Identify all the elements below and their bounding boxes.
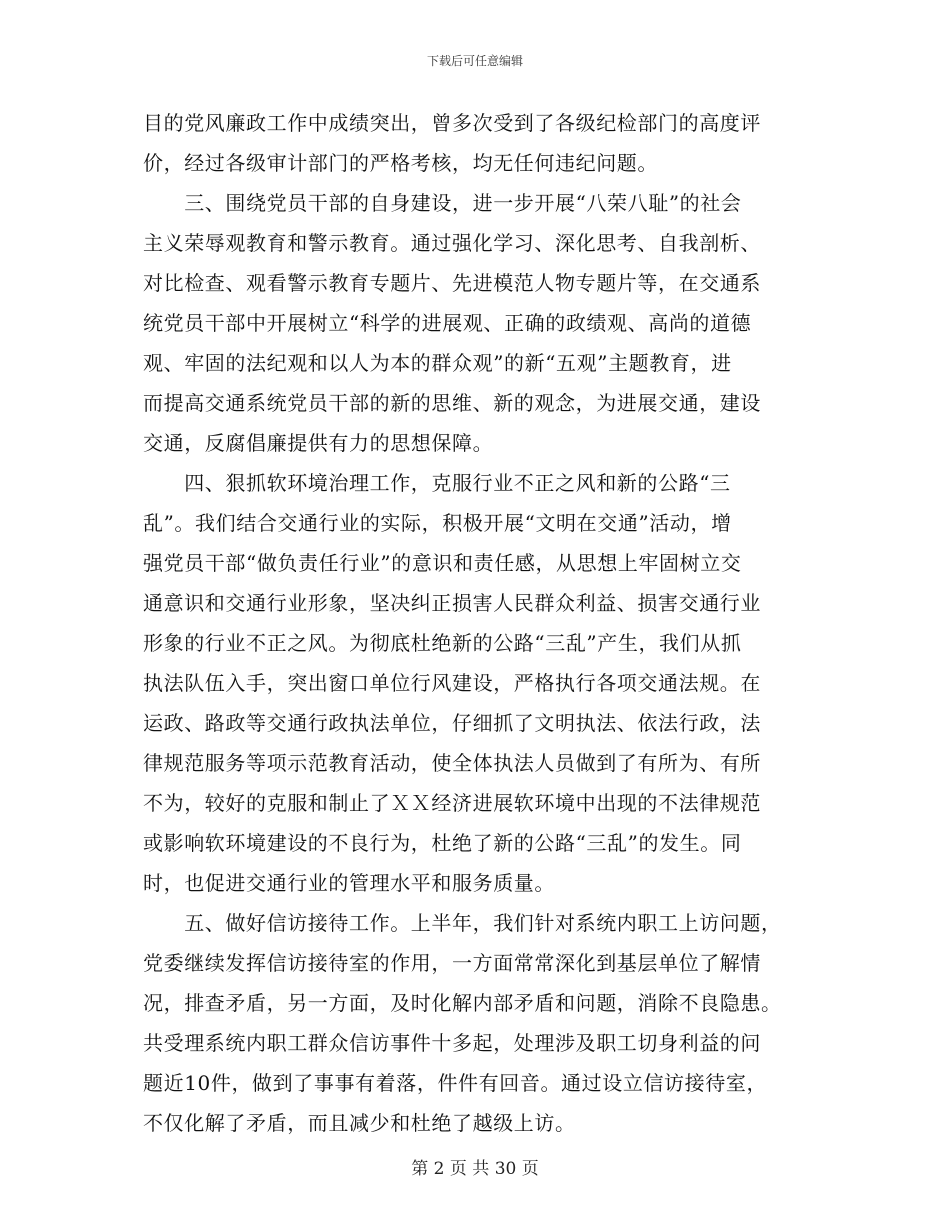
text-line: 主义荣辱观教育和警示教育。通过强化学习、深化思考、自我剖析、 <box>143 231 761 255</box>
text-line: 题近10件，做到了事事有着落，件件有回音。通过设立信访接待室， <box>143 1071 768 1095</box>
text-line: 价，经过各级审计部门的严格考核，均无任何违纪问题。 <box>143 151 658 175</box>
text-line: 不仅化解了矛盾，而且减少和杜绝了越级上访。 <box>143 1111 576 1135</box>
text-line: 目的党风廉政工作中成绩突出，曾多次受到了各级纪检部门的高度评 <box>143 111 761 135</box>
text-line: 时，也促进交通行业的管理水平和服务质量。 <box>143 871 555 895</box>
text-line: 三、围绕党员干部的自身建设，进一步开展“八荣八耻”的社会 <box>143 191 742 215</box>
text-line: 形象的行业不正之风。为彻底杜绝新的公路“三乱”产生，我们从抓 <box>143 631 742 655</box>
text-line: 况，排查矛盾，另一方面，及时化解内部矛盾和问题，消除不良隐患。 <box>143 991 782 1015</box>
text-line: 强党员干部“做负责任行业”的意识和责任感，从思想上牢固树立交 <box>143 551 742 575</box>
page-header: 下载后可任意编辑 <box>426 54 523 68</box>
text-line: 党委继续发挥信访接待室的作用，一方面常常深化到基层单位了解情 <box>143 951 761 975</box>
text-line: 交通，反腐倡廉提供有力的思想保障。 <box>143 431 494 455</box>
text-line: 四、狠抓软环境治理工作，克服行业不正之风和新的公路“三 <box>143 471 731 495</box>
text-line: 执法队伍入手，突出窗口单位行风建设，严格执行各项交通法规。在 <box>143 671 761 695</box>
text-line: 观、牢固的法纪观和以人为本的群众观”的新“五观”主题教育，进 <box>143 351 732 375</box>
text-line: 通意识和交通行业形象，坚决纠正损害人民群众利益、损害交通行业 <box>143 591 761 615</box>
document-body <box>143 103 803 1143</box>
text-line: 运政、路政等交通行政执法单位，仔细抓了文明执法、依法行政，法 <box>143 711 761 735</box>
text-line: 统党员干部中开展树立“科学的进展观、正确的政绩观、高尚的道德 <box>143 311 752 335</box>
text-line: 而提高交通系统党员干部的新的思维、新的观念，为进展交通，建设 <box>143 391 761 415</box>
text-line: 不为，较好的克服和制止了ＸＸ经济进展软环境中出现的不法律规范 <box>143 791 761 815</box>
text-line: 律规范服务等项示范教育活动，使全体执法人员做到了有所为、有所 <box>143 751 761 775</box>
page-number: 第 2 页 共 30 页 <box>411 1159 539 1179</box>
text-line: 共受理系统内职工群众信访事件十多起，处理涉及职工切身利益的问 <box>143 1031 761 1055</box>
text-line: 乱”。我们结合交通行业的实际，积极开展“文明在交通”活动，增 <box>143 511 732 535</box>
text-line: 或影响软环境建设的不良行为，杜绝了新的公路“三乱”的发生。同 <box>143 831 742 855</box>
text-line: 五、做好信访接待工作。上半年，我们针对系统内职工上访问题， <box>143 911 782 935</box>
text-line: 对比检查、观看警示教育专题片、先进模范人物专题片等，在交通系 <box>143 271 761 295</box>
